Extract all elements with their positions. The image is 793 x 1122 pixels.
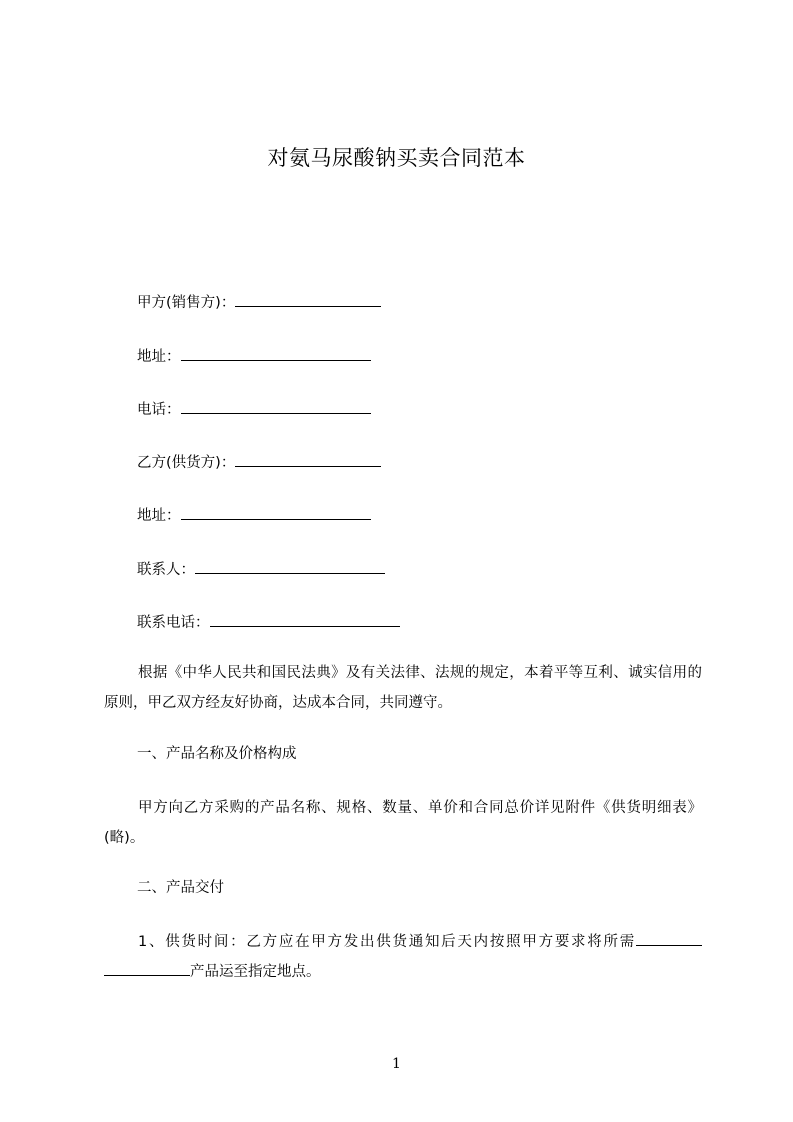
section1-paragraph: 甲方向乙方采购的产品名称、规格、数量、单价和合同总价详见附件《供货明细表》(略)。 [104,800,702,846]
party-a-label: 甲方(销售方)： [137,295,236,311]
item1-blank-b[interactable] [104,961,190,976]
party-b-blank[interactable] [235,452,381,467]
intro-paragraph: 根据《中华人民共和国民法典》及有关法律、法规的规定，本着平等互利、诚实信用的原则，甲乙双方经友好协商，达成本合同，共同遵守。 [104,665,702,711]
address-b-field [137,505,371,526]
address-a-label: 地址： [137,349,181,365]
address-b-blank[interactable] [181,505,371,520]
item1-blank-a[interactable] [636,931,702,946]
address-a-blank[interactable] [181,346,371,361]
address-a-field [137,346,371,367]
contact-field [137,559,385,580]
section2-heading: 二、产品交付 [137,880,224,896]
item1-suffix: 产品运至指定地点。 [190,964,321,980]
contact-phone-label: 联系电话： [137,615,210,631]
party-b-label: 乙方(供货方)： [137,455,236,471]
document-title: 对氨马尿酸钠买卖合同范本 [267,146,526,170]
phone-label: 电话： [137,402,181,418]
party-a-field [137,292,381,313]
party-b-field [137,452,381,473]
phone-blank[interactable] [181,399,371,414]
section2-item1 [104,927,702,987]
party-a-blank[interactable] [235,292,381,307]
contact-phone-blank[interactable] [210,612,400,627]
page-number: 1 [392,1056,401,1072]
item1-prefix: 1、供货时间：乙方应在甲方发出供货通知后天内按照甲方要求将所需 [138,934,636,950]
contact-blank[interactable] [195,559,385,574]
section1-heading: 一、产品名称及价格构成 [137,746,297,762]
contact-phone-field [137,612,400,633]
phone-field [137,399,371,420]
address-b-label: 地址： [137,508,181,524]
contact-label: 联系人： [137,562,195,578]
